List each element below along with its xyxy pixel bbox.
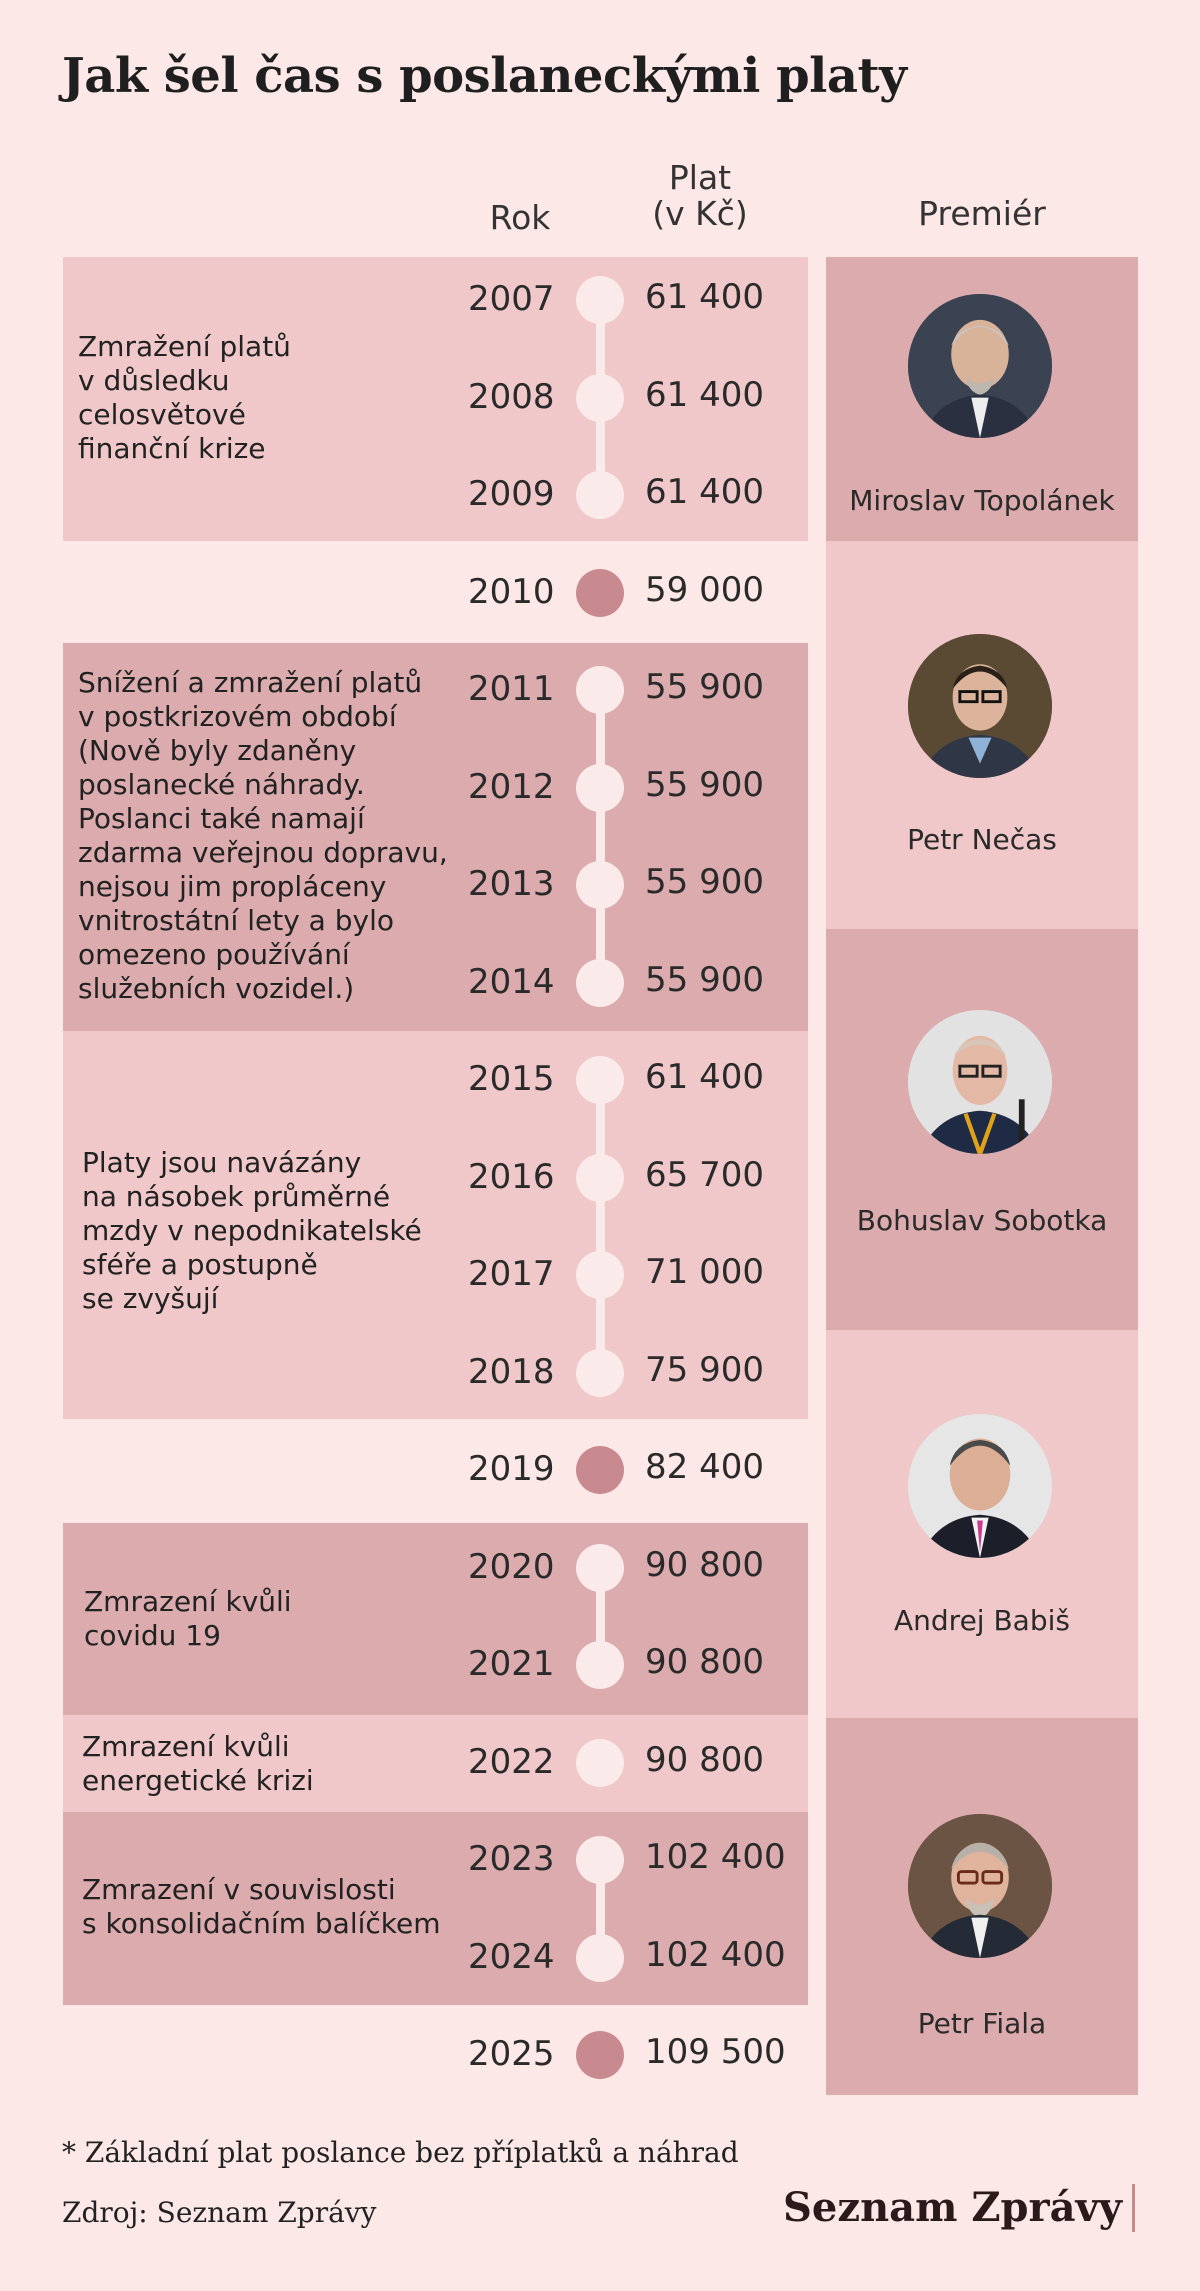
- avatar-fiala: [908, 1814, 1052, 1958]
- portrait-icon: [908, 294, 1052, 438]
- year-label: 2025: [468, 2034, 555, 2074]
- year-label: 2017: [468, 1254, 555, 1294]
- salary-value: 90 800: [645, 1544, 764, 1585]
- timeline-dot: [576, 471, 624, 519]
- year-label: 2023: [468, 1839, 555, 1879]
- portrait-icon: [908, 1010, 1052, 1154]
- year-label: 2015: [468, 1059, 555, 1099]
- salary-value: 61 400: [645, 374, 764, 415]
- timeline-dot: [576, 861, 624, 909]
- note-consolidation: Zmrazení v souvislosti s konsolidačním balíčkem: [82, 1873, 441, 1940]
- timeline-dot: [576, 1544, 624, 1592]
- pm-name-topolanek: Miroslav Topolánek: [849, 484, 1115, 517]
- header-premier: Premiér: [918, 194, 1046, 233]
- year-label: 2011: [468, 669, 555, 709]
- salary-value: 59 000: [645, 569, 764, 610]
- portrait-icon: [908, 1414, 1052, 1558]
- timeline-dot: [576, 1446, 624, 1494]
- brand-bar: [1132, 2184, 1135, 2232]
- avatar-babis: [908, 1414, 1052, 1558]
- salary-value: 61 400: [645, 277, 764, 317]
- footnote: * Základní plat poslance bez příplatků a náhrad: [62, 2136, 739, 2169]
- salary-value: 102 400: [645, 1837, 786, 1877]
- year-label: 2009: [468, 474, 555, 514]
- timeline-dot: [576, 2031, 624, 2079]
- timeline-dot: [576, 1739, 624, 1787]
- connector-2015-2018: [596, 1080, 605, 1374]
- timeline-dot: [576, 1056, 624, 1104]
- year-label: 2016: [468, 1156, 555, 1197]
- salary-value: 71 000: [645, 1252, 764, 1292]
- connector-2011-2014: [596, 690, 605, 984]
- year-label: 2007: [468, 279, 555, 319]
- year-label: 2013: [468, 864, 555, 904]
- avatar-topolanek: [908, 294, 1052, 438]
- brand-logo: Seznam Zprávy: [783, 2184, 1122, 2231]
- year-label: 2020: [468, 1546, 555, 1587]
- salary-value: 55 900: [645, 667, 764, 707]
- timeline-dot: [576, 569, 624, 617]
- timeline-dot: [576, 1836, 624, 1884]
- year-label: 2022: [468, 1741, 555, 1782]
- year-label: 2024: [468, 1936, 555, 1977]
- note-energy-crisis: Zmrazení kvůli energetické krizi: [82, 1730, 314, 1797]
- year-label: 2012: [468, 766, 555, 807]
- year-label: 2018: [468, 1351, 555, 1392]
- portrait-icon: [908, 1814, 1052, 1958]
- timeline-dot: [576, 1934, 624, 1982]
- timeline-dot: [576, 1349, 624, 1397]
- timeline-dot: [576, 1251, 624, 1299]
- avatar-sobotka: [908, 1010, 1052, 1154]
- year-label: 2010: [468, 571, 555, 612]
- salary-value: 82 400: [645, 1447, 764, 1487]
- header-salary-line1: Plat: [668, 158, 732, 197]
- note-post-crisis: Snížení a zmražení platů v postkrizovém období (Nově byly zdaněny poslanecké náhrady. Poslanci také namají zdarma veřejnou dopravu, nejsou jim propláceny vnitrostátní lety a bylo omezeno používání služebních vozidel.): [78, 666, 448, 1005]
- salary-value: 109 500: [645, 2032, 786, 2072]
- timeline-dot: [576, 666, 624, 714]
- timeline-dot: [576, 959, 624, 1007]
- year-label: 2008: [468, 376, 555, 417]
- note-financial-crisis: Zmražení platů v důsledku celosvětové finanční krize: [78, 330, 291, 465]
- salary-value: 102 400: [645, 1934, 786, 1975]
- salary-value: 55 900: [645, 862, 764, 902]
- header-salary-line2: (v Kč): [652, 194, 748, 233]
- timeline-dot: [576, 1641, 624, 1689]
- salary-value: 61 400: [645, 472, 764, 512]
- salary-value: 90 800: [645, 1642, 764, 1682]
- salary-value: 55 900: [645, 959, 764, 1000]
- salary-value: 75 900: [645, 1349, 764, 1390]
- pm-name-necas: Petr Nečas: [907, 823, 1057, 856]
- pm-name-sobotka: Bohuslav Sobotka: [856, 1204, 1108, 1237]
- year-label: 2014: [468, 961, 555, 1002]
- note-covid: Zmrazení kvůli covidu 19: [84, 1585, 292, 1652]
- source: Zdroj: Seznam Zprávy: [62, 2196, 377, 2229]
- portrait-icon: [908, 634, 1052, 778]
- salary-value: 90 800: [645, 1739, 764, 1780]
- year-label: 2021: [468, 1644, 555, 1684]
- timeline-dot: [576, 1154, 624, 1202]
- header-year: Rok: [489, 198, 551, 237]
- pm-name-fiala: Petr Fiala: [917, 2007, 1047, 2040]
- salary-value: 65 700: [645, 1154, 764, 1195]
- salary-value: 55 900: [645, 764, 764, 805]
- page-title: Jak šel čas s poslaneckými platy: [62, 48, 907, 104]
- year-label: 2019: [468, 1449, 555, 1489]
- timeline-dot: [576, 276, 624, 324]
- timeline-dot: [576, 764, 624, 812]
- salary-value: 61 400: [645, 1057, 764, 1097]
- pm-name-babis: Andrej Babiš: [894, 1604, 1070, 1637]
- timeline-dot: [576, 374, 624, 422]
- note-indexed-growth: Platy jsou navázány na násobek průměrné mzdy v nepodnikatelské sféře a postupně se zvyšují: [82, 1146, 422, 1315]
- avatar-necas: [908, 634, 1052, 778]
